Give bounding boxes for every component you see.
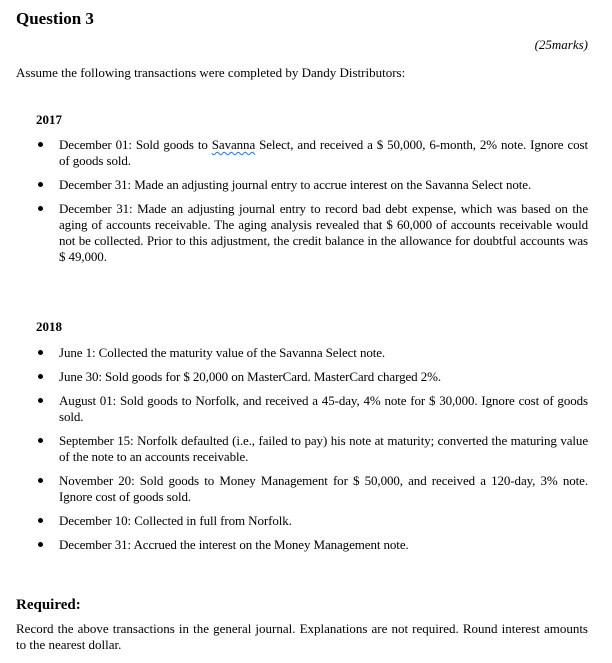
item-text: September 15: Norfolk defaulted (i.e., failed to pay) his note at maturity; converted the maturing value of the note to an accounts receivable. [59, 433, 588, 464]
transaction-list-2017 [36, 137, 588, 273]
list-item [36, 201, 588, 265]
year-heading-2018: 2018 [36, 319, 62, 334]
transaction-list-2018 [36, 345, 588, 561]
list-item [36, 537, 588, 553]
required-heading: Required: [16, 597, 81, 613]
list-item [36, 393, 588, 425]
item-text: December 31: Made an adjusting journal entry to record bad debt expense, which was based on the aging of accounts receivable. The aging analysis revealed that $ 60,000 of accounts receivable would not be collected. Prior to this adjustment, the credit balance in the allowance for doubtful accounts was $ 49,000. [59, 201, 588, 264]
list-item [36, 473, 588, 505]
marks-label: (25marks) [534, 37, 588, 52]
intro-text: Assume the following transactions were completed by Dandy Distributors: [16, 65, 406, 80]
spellcheck-flagged-word: Savanna [211, 137, 256, 152]
question-title: Question 3 [16, 9, 94, 28]
item-text: August 01: Sold goods to Norfolk, and received a 45-day, 4% note for $ 30,000. Ignore cost of goods sold. [59, 393, 588, 424]
list-item [36, 433, 588, 465]
list-item [36, 177, 588, 193]
item-text: June 1: Collected the maturity value of the Savanna Select note. [59, 345, 386, 360]
list-item [36, 345, 588, 361]
item-text: December 10: Collected in full from Norfolk. [59, 513, 292, 528]
list-item [36, 369, 588, 385]
item-text: June 30: Sold goods for $ 20,000 on MasterCard. MasterCard charged 2%. [59, 369, 441, 384]
list-item [36, 137, 588, 169]
item-text: December 31: Made an adjusting journal entry to accrue interest on the Savanna Select note. [59, 177, 532, 192]
item-text-after: Select, and received a $ 50,000, 6-month, 2% note. Ignore cost of goods sold. [59, 137, 588, 168]
item-text: November 20: Sold goods to Money Management for $ 50,000, and received a 120-day, 3% note. Ignore cost of goods sold. [59, 473, 588, 504]
list-item [36, 513, 588, 529]
item-text-before: December 01: Sold goods to [59, 137, 212, 152]
item-text: December 31: Accrued the interest on the Money Management note. [59, 537, 409, 552]
required-text: Record the above transactions in the general journal. Explanations are not required. Round interest amounts to the nearest dollar. [16, 621, 588, 652]
year-heading-2017: 2017 [36, 112, 62, 127]
